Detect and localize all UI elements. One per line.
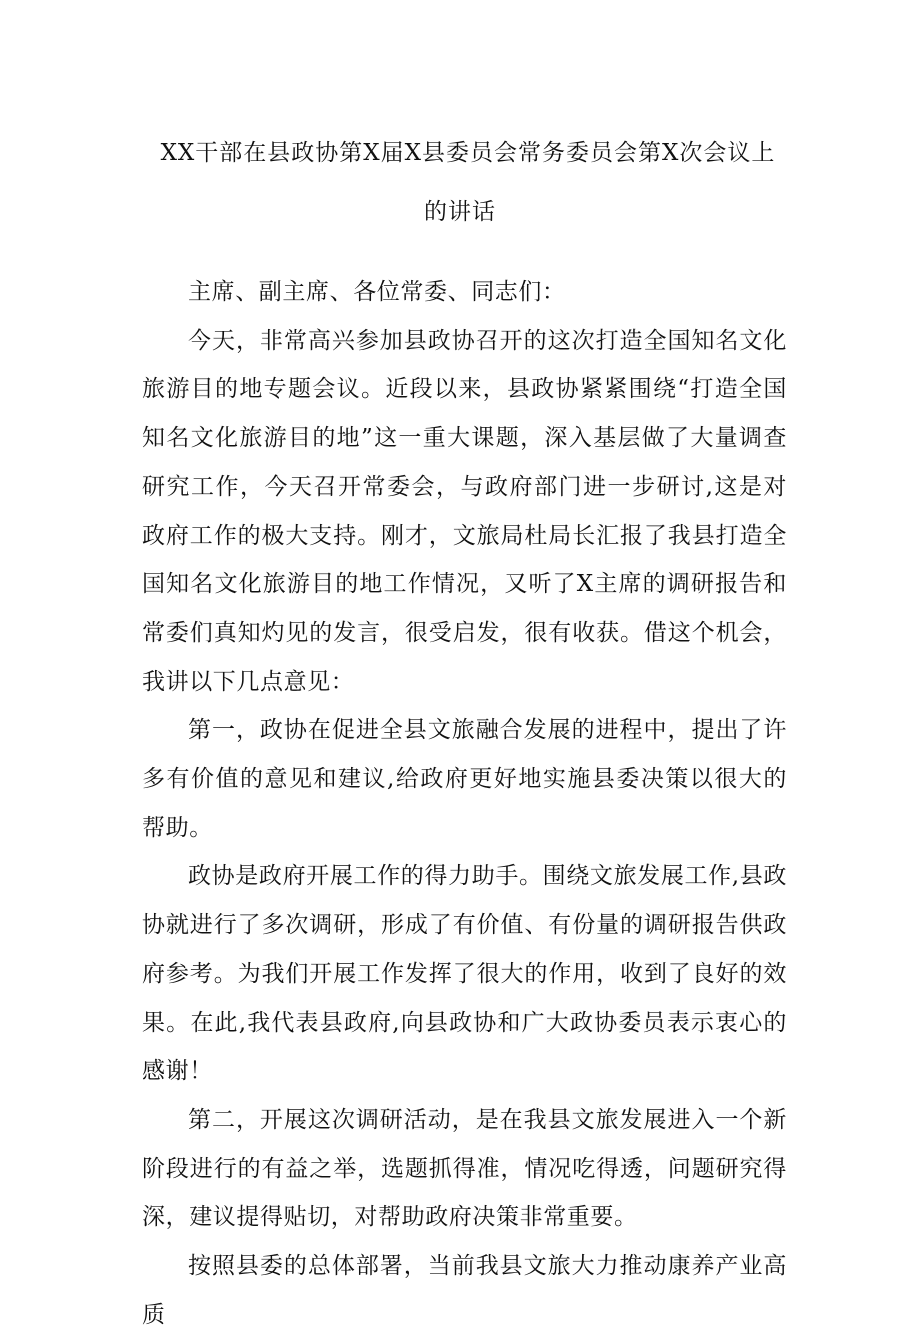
paragraph-2: 第一，政协在促进全县文旅融合发展的进程中，提出了许多有价值的意见和建议,给政府更好地实施县委决策以很大的帮助。	[142, 717, 787, 841]
paragraph-3: 政协是政府开展工作的得力助手。围绕文旅发展工作,县政协就进行了多次调研，形成了有价值、有份量的调研报告供政府参考。为我们开展工作发挥了很大的作用，收到了良好的效果。在此,我代表县政府,向县政协和广大政协委员表示衷心的感谢！	[142, 863, 787, 1085]
paragraph-1: 今天，非常高兴参加县政协召开的这次打造全国知名文化旅游目的地专题会议。近段以来，县政协紧紧围绕“打造全国知名文化旅游目的地”这一重大课题，深入基层做了大量调查研究工作，今天召开常委会，与政府部门进一步研讨,这是对政府工作的极大支持。刚才，文旅局杜局长汇报了我县打造全国知名文化旅游目的地工作情况，又听了X主席的调研报告和常委们真知灼见的发言，很受启发，很有收获。借这个机会，我讲以下几点意见：	[142, 327, 787, 695]
paragraph-4: 第二，开展这次调研活动，是在我县文旅发展进入一个新阶段进行的有益之举，选题抓得准，情况吃得透，问题研究得深，建议提得贴切，对帮助政府决策非常重要。	[142, 1106, 787, 1231]
document-body	[142, 268, 787, 1339]
greeting: 主席、副主席、各位常委、同志们：	[188, 279, 566, 305]
document-title-line-1: XX干部在县政协第X届X县委员会常务委员会第X次会议上	[160, 140, 776, 166]
paragraph-5: 按照县委的总体部署，当前我县文旅大力推动康养产业高质	[142, 1253, 787, 1328]
document-title-line-2: 的讲话	[424, 199, 496, 225]
